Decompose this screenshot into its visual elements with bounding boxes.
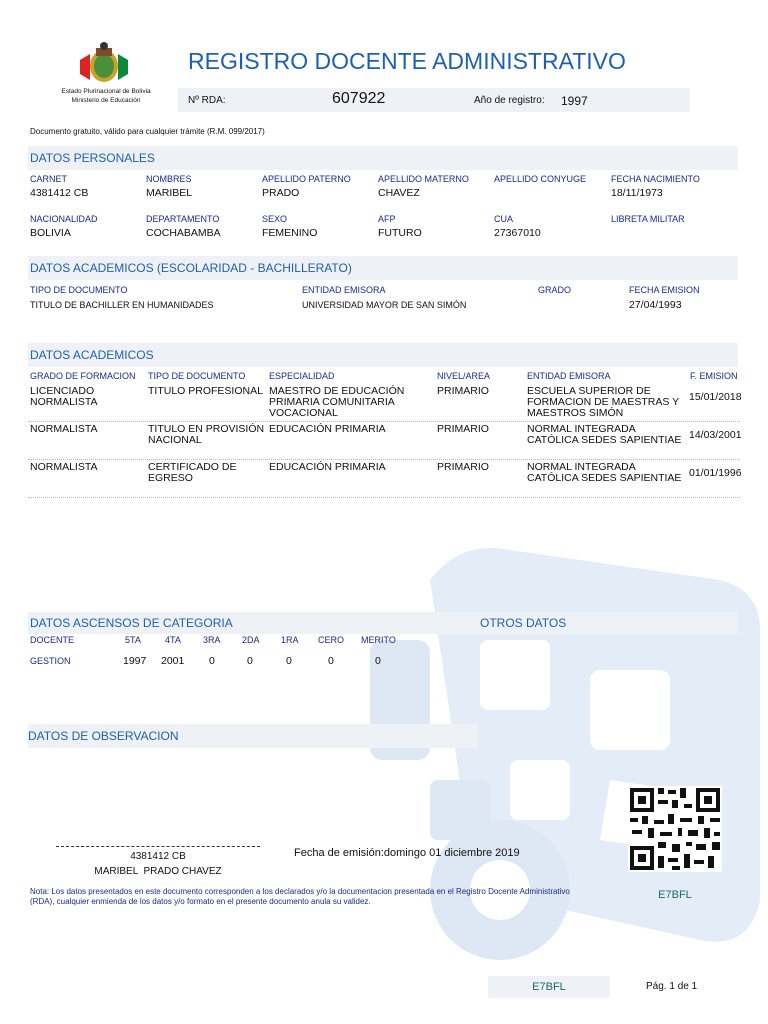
label-fecha-nacimiento: FECHA NACIMIENTO — [611, 174, 700, 184]
section-datos-personales — [28, 146, 738, 170]
bachillerato-fecha: 27/04/1993 — [629, 299, 682, 311]
section-title: DATOS ACADEMICOS — [30, 348, 154, 362]
header-merito: MERITO — [361, 635, 396, 645]
rda-label: Nº RDA: — [188, 95, 226, 106]
table-row-3-especialidad: EDUCACIÓN PRIMARIA — [269, 461, 386, 473]
section-observacion — [28, 724, 478, 748]
watermark-logo — [360, 520, 768, 1024]
header-1ra: 1RA — [281, 635, 299, 645]
page-title: REGISTRO DOCENTE ADMINISTRATIVO — [188, 48, 626, 74]
label-nacionalidad: NACIONALIDAD — [30, 214, 98, 224]
value-cua: 27367010 — [494, 227, 541, 239]
label-afp: AFP — [378, 214, 396, 224]
table-row-2-especialidad: EDUCACIÓN PRIMARIA — [269, 423, 386, 435]
table-row-3-grado: NORMALISTA — [30, 461, 98, 473]
header-2da: 2DA — [242, 635, 260, 645]
row-divider — [28, 459, 740, 460]
label-apellido-conyuge: APELLIDO CONYUGE — [494, 174, 587, 184]
section-datos-academicos — [28, 343, 738, 367]
gestion-1ra: 0 — [286, 655, 292, 667]
footer-code: E7BFL — [532, 981, 566, 993]
page-number: Pág. 1 de 1 — [646, 981, 698, 992]
header-grado: GRADO — [538, 285, 572, 295]
value-apellido-paterno: PRADO — [262, 187, 300, 199]
section-bachillerato — [28, 256, 738, 280]
bachillerato-tipo: TITULO DE BACHILLER EN HUMANIDADES — [30, 300, 214, 310]
gestion-merito: 0 — [375, 655, 381, 667]
table-row-2-nivel: PRIMARIO — [437, 423, 489, 435]
value-apellido-materno: CHAVEZ — [378, 187, 420, 199]
value-afp: FUTURO — [378, 227, 422, 239]
table-row-1-especialidad: MAESTRO DE EDUCACIÓN PRIMARIA COMUNITARIA VOCACIONAL — [269, 385, 405, 419]
label-departamento: DEPARTAMENTO — [146, 214, 220, 224]
section-title: OTROS DATOS — [480, 616, 567, 630]
label-apellido-materno: APELLIDO MATERNO — [378, 174, 469, 184]
table-row-3-entidad: NORMAL INTEGRADA CATÓLICA SEDES SAPIENTIAE — [527, 461, 682, 484]
signature-carnet: 4381412 CB — [130, 851, 186, 862]
section-ascensos — [28, 612, 478, 634]
gestion-2da: 0 — [247, 655, 253, 667]
year-value: 1997 — [561, 94, 588, 108]
table-row-2-entidad: NORMAL INTEGRADA CATÓLICA SEDES SAPIENTIAE — [527, 423, 682, 446]
value-nacionalidad: BOLIVIA — [30, 227, 71, 239]
row-divider — [28, 497, 740, 498]
value-fecha-nacimiento: 18/11/1973 — [611, 187, 663, 199]
label-libreta-militar: LIBRETA MILITAR — [611, 214, 685, 224]
table-row-1-fecha: 15/01/2018 — [689, 391, 742, 403]
table-row-3-tipo: CERTIFICADO DE EGRESO — [148, 461, 237, 484]
header-nivel-area: NIVEL/AREA — [437, 371, 491, 381]
value-departamento: COCHABAMBA — [146, 227, 221, 239]
header-docente: DOCENTE — [30, 635, 75, 645]
logo-line-1: Estado Plurinacional de Bolivia — [61, 88, 151, 95]
gestion-5ta: 1997 — [123, 655, 147, 667]
header-f-emision: F. EMISION — [690, 371, 738, 381]
signature-name: MARIBEL PRADO CHAVEZ — [94, 866, 222, 877]
year-label: Año de registro: — [474, 95, 545, 106]
table-row-1-grado: LICENCIADO NORMALISTA — [30, 385, 98, 408]
header-5ta: 5TA — [125, 635, 141, 645]
label-cua: CUA — [494, 214, 514, 224]
header-grado-formacion: GRADO DE FORMACION — [30, 371, 136, 381]
signature-line — [56, 846, 260, 847]
document-note: Documento gratuito, válido para cualquier trámite (R.M. 099/2017) — [30, 127, 265, 136]
header-tipo-documento: TIPO DE DOCUMENTO — [148, 371, 246, 381]
header-especialidad: ESPECIALIDAD — [269, 371, 335, 381]
label-sexo: SEXO — [262, 214, 288, 224]
label-apellido-paterno: APELLIDO PATERNO — [262, 174, 351, 184]
header-4ta: 4TA — [165, 635, 181, 645]
header-fecha-emision: FECHA EMISION — [629, 285, 700, 295]
value-sexo: FEMENINO — [262, 227, 318, 239]
table-row-3-fecha: 01/01/1996 — [689, 467, 742, 479]
section-otros-datos — [478, 612, 738, 634]
label-carnet: CARNET — [30, 174, 68, 184]
table-row-1-entidad: ESCUELA SUPERIOR DE FORMACION DE MAESTRAS Y MAESTROS SIMÓN — [527, 385, 679, 419]
footer-note: Nota: Los datos presentados en este documento corresponden a los declarados y/o la documentacion presentada en el Registro Docente Administrativo (RDA), cualquier enmienda de los datos y/o formato en el presente documento anula su validez. — [30, 887, 570, 906]
qr-code-text: E7BFL — [658, 889, 692, 901]
fecha-emision: Fecha de emisión:domingo 01 diciembre 2019 — [294, 847, 520, 859]
header-tipo-documento: TIPO DE DOCUMENTO — [30, 285, 128, 295]
gestion-3ra: 0 — [209, 655, 215, 667]
header-entidad-emisora: ENTIDAD EMISORA — [527, 371, 611, 381]
label-nombres: NOMBRES — [146, 174, 192, 184]
table-row-1-nivel: PRIMARIO — [437, 385, 489, 397]
table-row-3-nivel: PRIMARIO — [437, 461, 489, 473]
section-title: DATOS ASCENSOS DE CATEGORIA — [30, 616, 233, 630]
bachillerato-entidad: UNIVERSIDAD MAYOR DE SAN SIMÓN — [302, 300, 467, 310]
rda-box — [178, 88, 690, 112]
header-entidad-emisora: ENTIDAD EMISORA — [302, 285, 386, 295]
table-row-2-fecha: 14/03/2001 — [689, 429, 742, 441]
gestion-label: GESTION — [30, 656, 71, 666]
header-cero: CERO — [318, 635, 345, 645]
section-title: DATOS DE OBSERVACION — [28, 729, 179, 743]
rda-value: 607922 — [332, 90, 386, 107]
coat-of-arms-logo — [76, 40, 132, 86]
table-row-2-tipo: TITULO EN PROVISIÓN NACIONAL — [148, 423, 265, 446]
section-title: DATOS ACADEMICOS (ESCOLARIDAD - BACHILLERATO) — [30, 261, 352, 275]
value-carnet: 4381412 CB — [30, 187, 89, 199]
gestion-4ta: 2001 — [161, 655, 185, 667]
table-row-1-tipo: TITULO PROFESIONAL — [148, 385, 263, 397]
value-nombres: MARIBEL — [146, 187, 193, 199]
header-3ra: 3RA — [203, 635, 221, 645]
row-divider — [28, 421, 740, 422]
table-row-2-grado: NORMALISTA — [30, 423, 98, 435]
logo-line-2: Ministerio de Educación — [71, 97, 141, 104]
qr-code — [628, 786, 722, 872]
section-title: DATOS PERSONALES — [30, 151, 155, 165]
gestion-cero: 0 — [328, 655, 334, 667]
